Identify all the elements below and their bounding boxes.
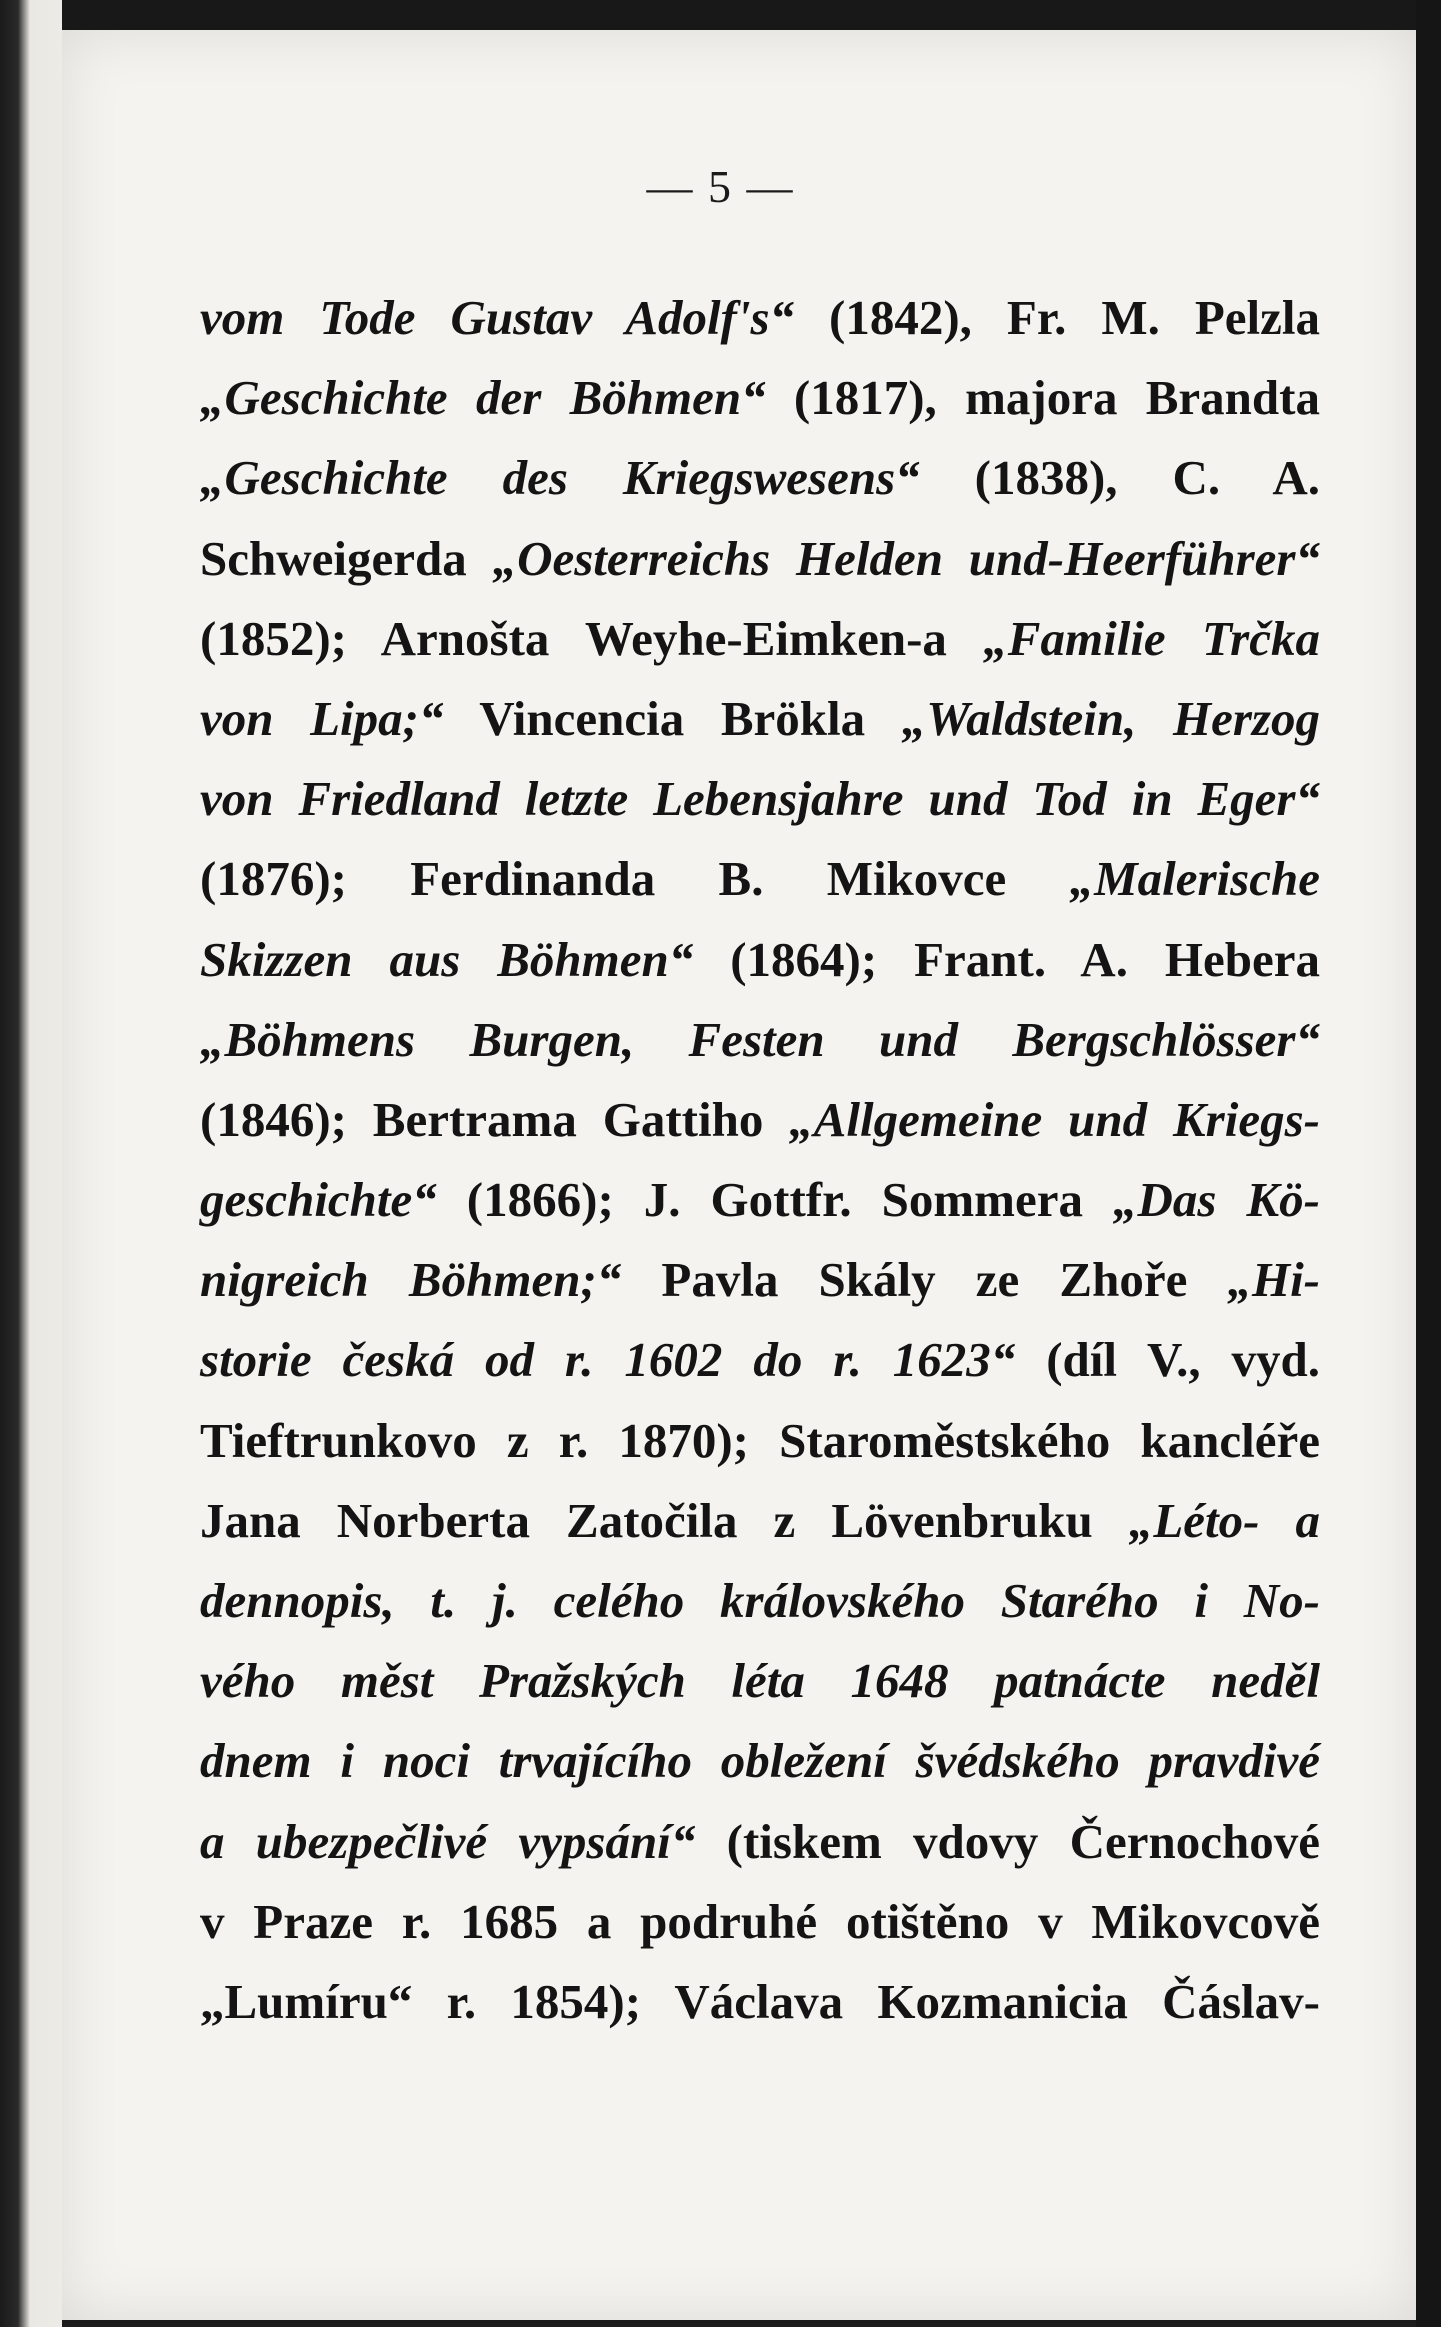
italic-title-segment: von Lipa;“ bbox=[200, 690, 444, 746]
text-line bbox=[200, 1401, 1320, 1481]
italic-title-segment: von Friedland letzte Lebensjahre und Tod in Eger“ bbox=[200, 771, 1320, 827]
text-line bbox=[200, 1641, 1320, 1721]
text-segment: (1842), Fr. M. Pelzla bbox=[794, 290, 1320, 345]
text-line bbox=[200, 1240, 1320, 1320]
text-line bbox=[200, 759, 1320, 839]
italic-title-segment: „Das Kö- bbox=[1113, 1172, 1320, 1228]
text-line bbox=[200, 839, 1320, 919]
text-segment: v Praze r. 1685 a podruhé otištěno v Mikovcově bbox=[200, 1893, 1320, 1949]
text-line bbox=[200, 1802, 1320, 1882]
text-segment: (1876); Ferdinanda B. Mikovce bbox=[200, 851, 1070, 907]
text-line bbox=[200, 1160, 1320, 1240]
text-segment: Tieftrunkovo z r. 1870); Staroměstského kancléře bbox=[200, 1412, 1320, 1468]
text-line bbox=[200, 679, 1320, 759]
page-number: — 5 — bbox=[646, 161, 795, 212]
italic-title-segment: vom Tode Gustav Adolf's“ bbox=[200, 290, 795, 345]
text-line bbox=[200, 1481, 1320, 1561]
italic-title-segment: „Léto- a bbox=[1128, 1492, 1320, 1548]
text-line bbox=[200, 1882, 1320, 1962]
italic-title-segment: vého měst Pražských léta 1648 patnácte neděl bbox=[200, 1653, 1320, 1709]
italic-title-segment: „Waldstein, Herzog bbox=[901, 690, 1320, 746]
text-segment: Schweigerda bbox=[200, 530, 493, 586]
text-line bbox=[200, 278, 1320, 358]
text-segment: (1852); Arnošta Weyhe-Eimken-a bbox=[200, 610, 984, 666]
text-line bbox=[200, 599, 1320, 679]
italic-title-segment: dnem i noci trvajícího obležení švédského pravdivé bbox=[200, 1733, 1320, 1789]
italic-title-segment: „Malerische bbox=[1069, 851, 1320, 907]
italic-title-segment: „Familie Trčka bbox=[983, 610, 1320, 666]
text-segment: Vincencia Brökla bbox=[443, 690, 902, 746]
text-line bbox=[200, 1561, 1320, 1641]
text-segment: (1838), C. A. bbox=[919, 450, 1320, 506]
text-line bbox=[200, 438, 1320, 518]
text-line bbox=[200, 1000, 1320, 1080]
scan-border-top bbox=[0, 0, 1441, 30]
text-line bbox=[200, 1080, 1320, 1160]
text-segment: Pavla Skály ze Zhoře bbox=[621, 1252, 1228, 1308]
body-text bbox=[200, 278, 1320, 2042]
text-line bbox=[200, 1320, 1320, 1400]
scan-border-left bbox=[0, 0, 62, 2327]
italic-title-segment: Skizzen aus Böhmen“ bbox=[200, 931, 694, 987]
italic-title-segment: nigreich Böhmen;“ bbox=[200, 1252, 622, 1308]
italic-title-segment: dennopis, t. j. celého královského Starého i No- bbox=[200, 1573, 1320, 1628]
text-line bbox=[200, 519, 1320, 599]
italic-title-segment: a ubezpečlivé vypsání“ bbox=[200, 1813, 696, 1869]
italic-title-segment: „Allgemeine und Kriegs- bbox=[789, 1091, 1320, 1147]
text-line bbox=[200, 1962, 1320, 2042]
text-segment: (1846); Bertrama Gattiho bbox=[200, 1091, 790, 1147]
italic-title-segment: „Geschichte des Kriegswesens“ bbox=[200, 450, 920, 506]
text-line bbox=[200, 358, 1320, 438]
text-segment: (1864); Frant. A. Hebera bbox=[693, 931, 1320, 987]
text-segment: (tiskem vdovy Černochové bbox=[695, 1813, 1320, 1869]
italic-title-segment: storie česká od r. 1602 do r. 1623“ bbox=[200, 1332, 1016, 1388]
italic-title-segment: geschichte“ bbox=[200, 1172, 437, 1228]
text-segment: (1866); J. Gottfr. Sommera bbox=[436, 1172, 1114, 1228]
text-line bbox=[200, 1721, 1320, 1801]
text-segment: (1817), majora Brandta bbox=[765, 370, 1320, 426]
text-segment: „Lumíru“ r. 1854); Václava Kozmanicia Čáslav- bbox=[200, 1973, 1320, 2029]
scan-border-right bbox=[1416, 0, 1441, 2327]
text-line bbox=[200, 920, 1320, 1000]
italic-title-segment: „Hi- bbox=[1227, 1252, 1320, 1308]
text-segment: (díl V., vyd. bbox=[1015, 1332, 1320, 1388]
italic-title-segment: „Geschichte der Böhmen“ bbox=[200, 370, 766, 426]
text-segment: Jana Norberta Zatočila z Lövenbruku bbox=[200, 1492, 1129, 1548]
italic-title-segment: „Oesterreichs Helden und-Heerführer“ bbox=[492, 530, 1320, 586]
italic-title-segment: „Böhmens Burgen, Festen und Bergschlösser“ bbox=[200, 1011, 1320, 1067]
